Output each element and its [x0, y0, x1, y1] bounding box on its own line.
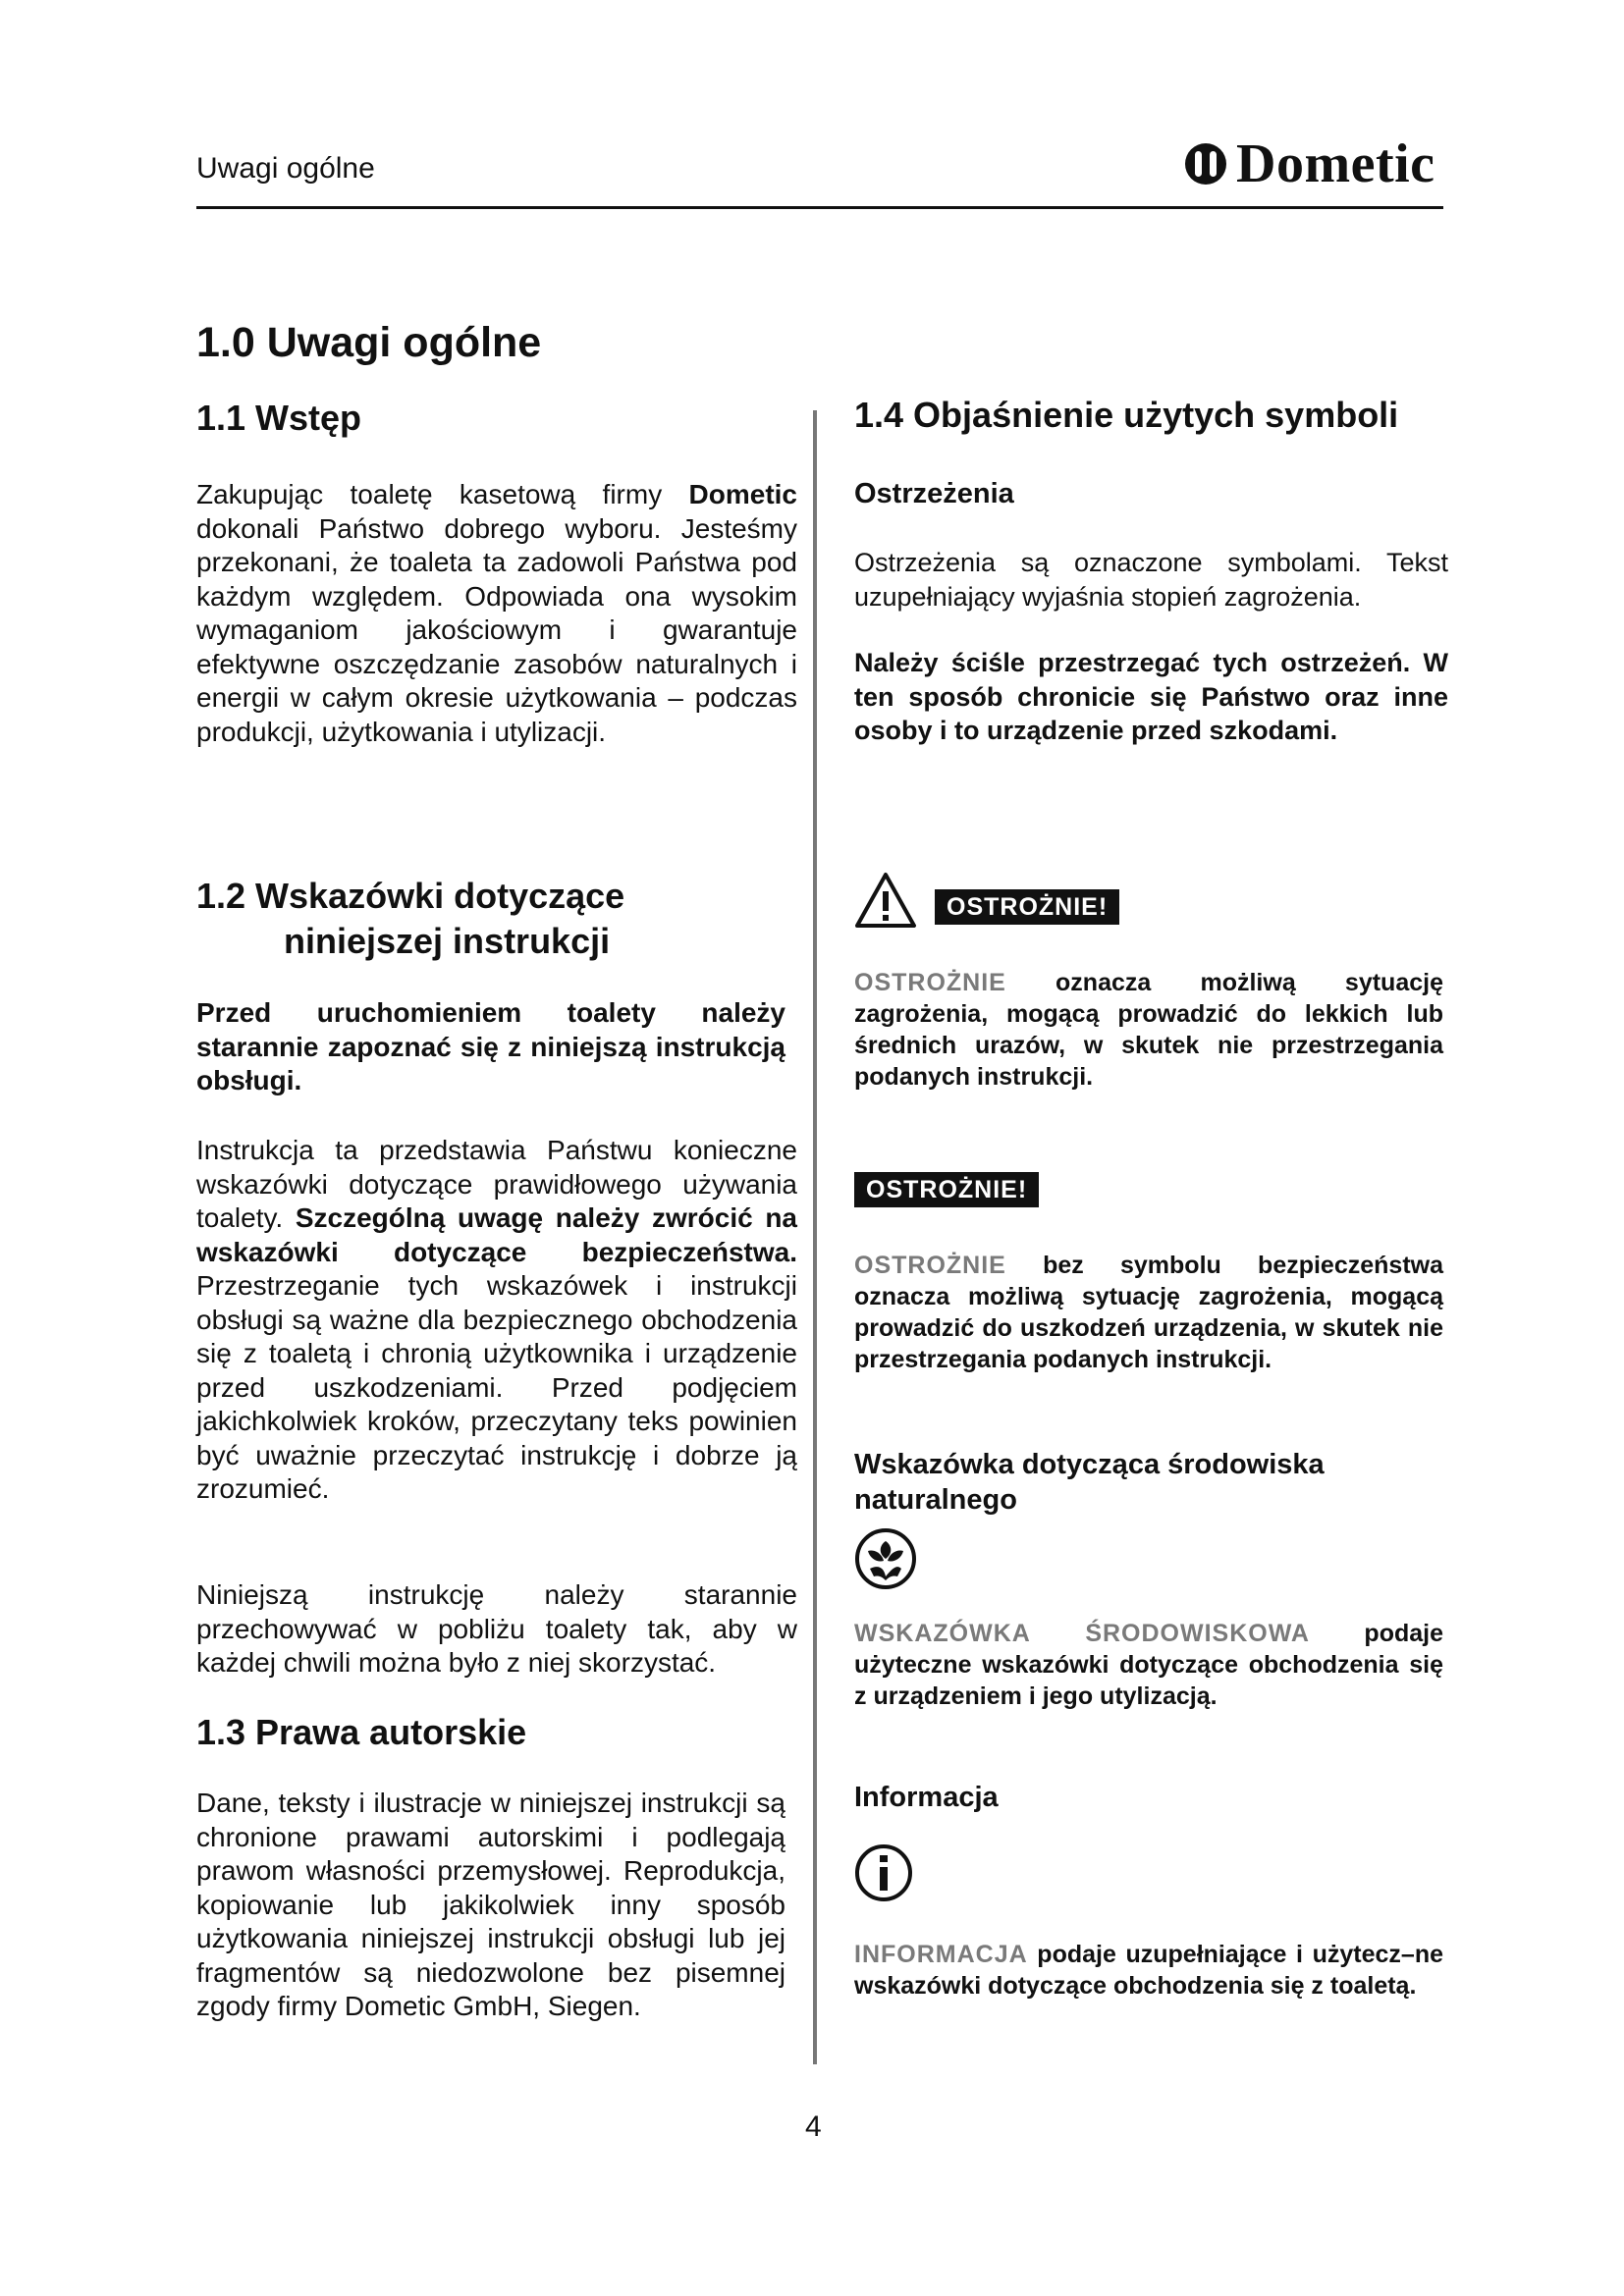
caution-badge-1: OSTROŻNIE! — [935, 889, 1119, 925]
warnings-heading: Ostrzeżenia — [854, 478, 1014, 509]
caution-2-text: OSTROŻNIE bez symbolu bezpieczeństwa oznacza możliwą sytuację zagrożenia, mogącą prowadzić do uszkodzeń urządzenia, w skutek nie przestrzegania podanych instrukcji. — [854, 1252, 1443, 1373]
info-text: INFORMACJA podaje uzupełniające i użytecz–ne wskazówki dotyczące obchodzenia się z toaletą. — [854, 1941, 1443, 2000]
section-1-2-heading: 1.2 Wskazówki dotyczące niniejszej instrukcji — [196, 876, 625, 961]
environment-text: WSKAZÓWKA ŚRODOWISKOWA podaje użyteczne wskazówki dotyczące obchodzenia się z urządzeniem i jego utylizacją. — [854, 1620, 1443, 1710]
dometic-logo-icon — [1183, 141, 1228, 187]
warning-triangle-icon — [854, 872, 917, 929]
section-1-1-text: Zakupując toaletę kasetową firmy Dometic dokonali Państwo dobrego wyboru. Jesteśmy przekonani, że toaleta ta zadowoli Państwa pod każdym względem. Odpowiada ona wysokim wymaganiom jakościowym i gwarantuje efektywne oszczędzanie zasobów naturalnych i energii w całym okresie użytkowania – podczas produkcji, użytkowania i utylizacji. — [196, 479, 797, 747]
column-divider — [813, 410, 817, 2064]
section-1-4-heading: 1.4 Objaśnienie użytych symboli — [854, 395, 1399, 435]
header-rule — [196, 206, 1443, 209]
section-1-3-text: Dane, teksty i ilustracje w niniejszej instrukcji są chronione prawami autorskimi i podlegają prawom własności przemysłowej. Reprodukcja, kopiowanie lub jakikolwiek inny sposób użytkowania niniejszej instrukcji obsługi lub jej fragmentów są niedozwolone bez pisemnej zgody firmy Dometic GmbH, Siegen. — [196, 1788, 785, 2021]
section-1-2-storage-text: Niniejszą instrukcję należy starannie przechowywać w pobliżu toalety tak, aby w każdej chwili można było z niej skorzystać. — [196, 1579, 797, 1678]
environment-heading: Wskazówka dotycząca środowiska naturalnego — [854, 1449, 1325, 1516]
page-number: 4 — [805, 2110, 822, 2143]
section-1-1-heading: 1.1 Wstęp — [196, 398, 362, 438]
section-1-3-heading: 1.3 Prawa autorskie — [196, 1712, 527, 1752]
header-title: Uwagi ogólne — [196, 152, 375, 185]
environment-flower-icon — [854, 1527, 917, 1590]
warnings-text: Ostrzeżenia są oznaczone symbolami. Tekst uzupełniający wyjaśnia stopień zagrożenia. — [854, 548, 1448, 612]
info-icon — [854, 1843, 913, 1902]
brand-logo — [1183, 133, 1435, 195]
warnings-bold-text: Należy ściśle przestrzegać tych ostrzeżeń. W ten sposób chronicie się Państwo oraz inne osoby i to urządzenie przed szkodami. — [854, 648, 1448, 745]
section-1-2-text: Instrukcja ta przedstawia Państwu konieczne wskazówki dotyczące prawidłowego używania toalety. Szczególną uwagę należy zwrócić na wskazówki dotyczące bezpieczeństwa. Przestrzeganie tych wskazówek i instrukcji obsługi są ważne dla bezpiecznego obchodzenia się z toaletą i chronią użytkownika i urządzenie przed uszkodzeniami. Przed podjęciem jakichkolwiek kroków, przeczytany teks powinien być uważnie przeczytać instrukcję i dobrze ją zrozumieć. — [196, 1135, 797, 1504]
info-heading: Informacja — [854, 1782, 999, 1813]
caution-1-text: OSTROŻNIE oznacza możliwą sytuację zagrożenia, mogącą prowadzić do lekkich lub średnich urazów, w skutek nie przestrzegania podanych instrukcji. — [854, 969, 1443, 1091]
brand-name: Dometic — [1236, 133, 1435, 194]
main-heading: 1.0 Uwagi ogólne — [196, 319, 542, 366]
caution-badge-2: OSTROŻNIE! — [854, 1172, 1039, 1207]
section-1-2-bold-note: Przed uruchomieniem toalety należy starannie zapoznać się z niniejszą instrukcją obsługi. — [196, 997, 785, 1095]
